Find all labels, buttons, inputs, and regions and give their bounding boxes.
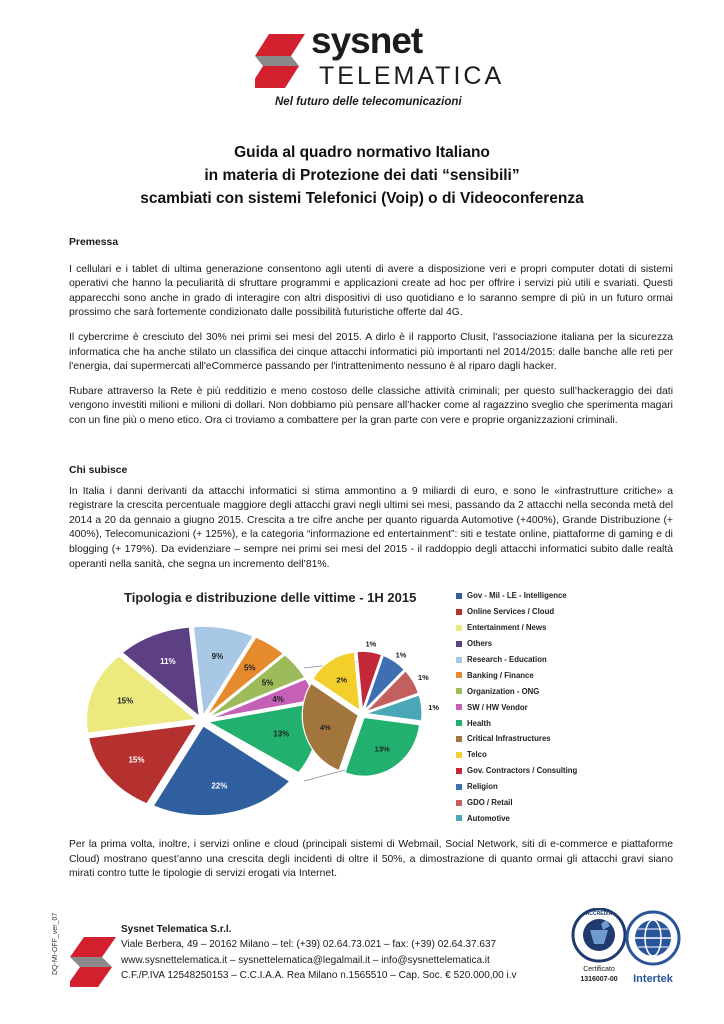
legend-label: Religion xyxy=(467,782,498,792)
cert-intertek xyxy=(622,908,684,994)
legend-item xyxy=(456,667,577,683)
legend-label: Critical Infrastructures xyxy=(467,734,551,744)
paragraph: Per la prima volta, inoltre, i servizi online e cloud (principali sistemi di Webmail, Social Network, siti di e-commerce e piattaforme Cloud) mostrano quest’anno una crescita degli incidenti di oltre il 50%, a dimostrazione di quanto ormai gli attacchi gravi siano mirati contro tutte le tipologie di servizi erogati via Internet. xyxy=(69,839,673,880)
legend-swatch xyxy=(456,752,462,758)
legend-swatch xyxy=(456,768,462,774)
legend-label: Health xyxy=(467,718,491,728)
legend-swatch xyxy=(456,641,462,647)
pie-slice-label: 11% xyxy=(160,657,176,667)
title-line-1: Guida al quadro normativo Italiano xyxy=(234,144,490,161)
legend-swatch xyxy=(456,800,462,806)
exploded-slice-label: 13% xyxy=(374,744,390,754)
legend-swatch xyxy=(456,609,462,615)
legend-label: Others xyxy=(467,639,493,649)
closing-section xyxy=(69,838,673,892)
pie-slice-label: 13% xyxy=(273,729,290,739)
cert1-name: ACCREDIA xyxy=(585,911,613,917)
legend-swatch xyxy=(456,625,462,631)
pie-slice-label: 15% xyxy=(117,696,134,706)
chart-legend xyxy=(456,588,577,826)
legend-item xyxy=(456,652,577,668)
footer-company-name: Sysnet Telematica S.r.l. xyxy=(121,924,232,935)
exploded-slice-label: 1% xyxy=(395,650,407,660)
section-heading-premessa: Premessa xyxy=(69,237,119,248)
exploded-slice-label: 1% xyxy=(418,673,429,683)
cert2-name: Intertek xyxy=(633,973,673,985)
legend-label: Online Services / Cloud xyxy=(467,607,555,617)
premessa-section xyxy=(69,236,673,439)
legend-item xyxy=(456,795,577,811)
cert1-label: Certificato xyxy=(583,966,615,973)
legend-swatch xyxy=(456,672,462,678)
legend-swatch xyxy=(456,704,462,710)
legend-swatch xyxy=(456,736,462,742)
legend-swatch xyxy=(456,720,462,726)
legend-item xyxy=(456,604,577,620)
legend-item xyxy=(456,699,577,715)
section-heading-chi-subisce: Chi subisce xyxy=(69,465,128,476)
legend-swatch xyxy=(456,657,462,663)
intertek-globe-icon xyxy=(622,908,684,974)
chi-subisce-section xyxy=(69,464,673,582)
cert1-number: 1316007-00 xyxy=(580,976,618,983)
pie-chart-canvas xyxy=(72,586,452,826)
legend-item xyxy=(456,683,577,699)
document-title xyxy=(40,141,684,210)
exploded-slice-label: 1% xyxy=(365,639,377,649)
legend-label: Organization - ONG xyxy=(467,686,540,696)
legend-item xyxy=(456,763,577,779)
legend-swatch xyxy=(456,815,462,821)
logo-wordmark: sysnet xyxy=(311,20,423,61)
pie-slice-label: 22% xyxy=(211,781,228,791)
document-code: DQ-MI-OFF_ver_07 xyxy=(52,912,59,975)
logo-subword: TELEMATICA xyxy=(319,62,505,90)
legend-item xyxy=(456,731,577,747)
legend-label: SW / HW Vendor xyxy=(467,702,528,712)
legend-item xyxy=(456,779,577,795)
footer-address: Viale Berbera, 49 – 20162 Milano – tel: (+39) 02.64.73.021 – fax: (+39) 02.64.37.637 xyxy=(121,939,497,951)
exploded-slice-label: 4% xyxy=(319,722,331,732)
pie-slice-label: 5% xyxy=(243,663,256,673)
title-line-3: scambiati con sistemi Telefonici (Voip) o di Videoconferenza xyxy=(140,190,584,207)
legend-item xyxy=(456,636,577,652)
title-line-2: in materia di Protezione dei dati “sensibili” xyxy=(204,167,520,184)
legend-item xyxy=(456,715,577,731)
company-logo xyxy=(255,20,505,114)
paragraph: I cellulari e i tablet di ultima generazione consentono agli utenti di avere a disposizione veri e propri computer dotati di sistemi operativi che hanno la peculiarità di sfruttare programmi e applicazioni create ad hoc per offrire i servizi più utili e svariati. Questi apparecchi sono anche in grado di interagire con altri dispositivi di uso quotidiano e lo saranno sempre di più in un futuro ormai prossimo che sarà fortemente condizionato dalle possibilità futuristiche offerte dal 4G. xyxy=(69,263,673,319)
legend-swatch xyxy=(456,784,462,790)
legend-label: Banking / Finance xyxy=(467,670,534,680)
footer-logo xyxy=(62,905,122,1015)
legend-item xyxy=(456,810,577,826)
pie-slice-label: 15% xyxy=(128,755,145,765)
legend-item xyxy=(456,747,577,763)
cert-accredia xyxy=(570,908,628,994)
exploded-slice-label: 2% xyxy=(336,675,348,685)
paragraph: Il cybercrime è cresciuto del 30% nei primi sei mesi del 2015. A dirlo è il rapporto Clusit, l'associazione italiana per la sicurezza informatica che ha anche stilato un classifica dei cinque attacchi informatici più importanti nel 2014/2015: dalle banche alle reti per l'energia, dai supermercati all'eCommerce passando per l'intrattenimento nessuno è al riparo dagli hacker. xyxy=(69,331,673,373)
legend-swatch xyxy=(456,593,462,599)
footer-fiscal: C.F./P.IVA 12548250153 – C.C.I.A.A. Rea Milano n.1565510 – Cap. Soc. € 520.000,00 i.v xyxy=(121,970,517,982)
pie-slice-label: 5% xyxy=(261,678,274,688)
footer-company-info xyxy=(121,922,516,984)
legend-label: Entertainment / News xyxy=(467,623,547,633)
legend-item xyxy=(456,620,577,636)
exploded-slice-label: 1% xyxy=(428,702,440,712)
chart-title: Tipologia e distribuzione delle vittime - 1H 2015 xyxy=(124,590,417,605)
legend-item xyxy=(456,588,577,604)
paragraph: In Italia i danni derivanti da attacchi informatici si stima ammontino a 9 miliardi di euro, e sono le «infrastrutture critiche» a registrare la crescita percentuale maggiore degli attacchi gravi negli ultimi sei mesi, passando da 2 attacchi nella seconda metà del 2014 a 20 da gennaio a giugno 2015. Crescita a tre cifre anche per quanto riguarda Automotive (+400%), Grande Distribuzione (+ 400%), Telecomunicazioni (+ 125%), e la categoria “informazione ed entertainment”: siti e testate online, piattaforme di gaming e di blogging (+ 179%). Da evidenziare – sempre nei primi sei mesi del 2015 - il raddoppio degli attacchi informatici subito dalle realtà operanti nella sanità, che segna un incremento dell’81%. xyxy=(69,485,673,570)
footer-contacts[interactable]: www.sysnettelematica.it – sysnettelematica@legalmail.it – info@sysnettelematica.it xyxy=(121,954,490,966)
pie-slice-label: 9% xyxy=(211,652,224,662)
paragraph: Rubare attraverso la Rete è più redditizio e meno costoso delle classiche attività criminali; per questo sull’hackeraggio dei dati vengono investiti milioni e milioni di dollari. Non dobbiamo più pensare all’hacker come al ragazzino sveglio che sperimenta magari con un fine più o meno etico. Ora ci troviamo a combattere per la gran parte con vere e proprie organizzazioni criminali. xyxy=(69,385,673,426)
legend-label: Automotive xyxy=(467,813,510,823)
legend-label: Gov. Contractors / Consulting xyxy=(467,766,578,776)
legend-label: Research - Education xyxy=(467,655,547,664)
legend-swatch xyxy=(456,688,462,694)
legend-label: GDO / Retail xyxy=(467,798,513,808)
logo-tagline: Nel futuro delle telecomunicazioni xyxy=(275,96,462,108)
pie-chart xyxy=(72,586,672,826)
legend-label: Telco xyxy=(467,750,487,760)
legend-label: Gov - Mil - LE - Intelligence xyxy=(467,591,567,601)
pie-slice-label: 4% xyxy=(272,694,284,704)
